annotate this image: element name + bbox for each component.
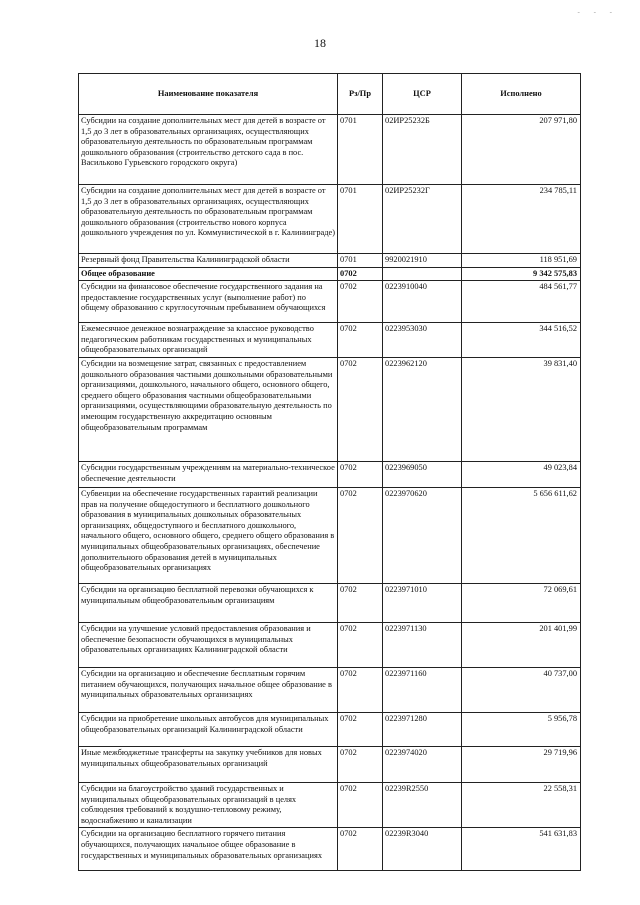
- row-value: 5 656 611,62: [462, 487, 581, 583]
- row-rzpr: 0702: [338, 828, 383, 871]
- row-csr: 02ИР25232Г: [383, 185, 462, 254]
- row-csr: 0223969050: [383, 461, 462, 487]
- row-value: 40 737,00: [462, 667, 581, 712]
- row-value: 118 951,69: [462, 254, 581, 268]
- row-csr: 0223910040: [383, 281, 462, 323]
- table-body: [79, 115, 581, 871]
- row-csr: 0223971010: [383, 583, 462, 622]
- row-name: Субсидии на организацию бесплатной перевозки обучающихся к муниципальным общеобразовательным организациям: [79, 583, 338, 622]
- row-csr: 02239R2550: [383, 782, 462, 827]
- row-name: Субсидии на создание дополнительных мест для детей в возрасте от 1,5 до 3 лет в образовательных организациях, осуществляющих образовательную деятельность по образовательным программам дошкольного образования (строительство детского сада в пос. Васильково Гурьевского городского округа): [79, 115, 338, 185]
- page-number: 18: [314, 36, 326, 50]
- row-value: 484 561,77: [462, 281, 581, 323]
- table-row: [79, 782, 581, 827]
- row-csr: 0223971130: [383, 622, 462, 667]
- row-rzpr: 0702: [338, 782, 383, 827]
- row-name: Иные межбюджетные трансферты на закупку учебников для новых муниципальных общеобразовательных организаций: [79, 746, 338, 782]
- row-value: 344 516,52: [462, 323, 581, 358]
- table-row: [79, 357, 581, 461]
- table-row: [79, 828, 581, 871]
- row-rzpr: 0702: [338, 667, 383, 712]
- row-name: Субсидии на финансовое обеспечение государственного задания на предоставление государственных услуг (выполнение работ) по общему образованию с круглосуточным пребыванием обучающихся: [79, 281, 338, 323]
- row-csr: 0223953030: [383, 323, 462, 358]
- row-csr: [383, 267, 462, 281]
- row-rzpr: 0702: [338, 323, 383, 358]
- table-row: [79, 487, 581, 583]
- table-row: [79, 712, 581, 746]
- row-rzpr: 0702: [338, 357, 383, 461]
- table-row: [79, 667, 581, 712]
- row-csr: 9920021910: [383, 254, 462, 268]
- table-row: [79, 185, 581, 254]
- table-row: [79, 746, 581, 782]
- row-csr: 02ИР25232Б: [383, 115, 462, 185]
- row-rzpr: 0702: [338, 281, 383, 323]
- row-csr: 0223971160: [383, 667, 462, 712]
- row-rzpr: 0702: [338, 622, 383, 667]
- table-row: [79, 583, 581, 622]
- budget-table: [78, 73, 581, 871]
- table-row: [79, 281, 581, 323]
- row-csr: 0223971280: [383, 712, 462, 746]
- row-csr: 0223962120: [383, 357, 462, 461]
- row-name: Субсидии на улучшение условий предоставления образования и обеспечение безопасности обучающихся в муниципальных образовательных организациях Калининградской области: [79, 622, 338, 667]
- header-csr: ЦСР: [383, 74, 462, 115]
- row-name: Субсидии на создание дополнительных мест для детей в возрасте от 1,5 до 3 лет в образовательных организациях, осуществляющих образовательную деятельность по образовательным программам дошкольного образования (строительство нового корпуса дошкольного учреждения по ул. Коммунистической в г. Калининграде): [79, 185, 338, 254]
- header-rzpr: Рз/Пр: [338, 74, 383, 115]
- row-name: Субсидии государственным учреждениям на материально-техническое обеспечение деятельности: [79, 461, 338, 487]
- row-csr: 0223970620: [383, 487, 462, 583]
- table-header-row: [79, 74, 581, 115]
- row-name: Ежемесячное денежное вознаграждение за классное руководство педагогическим работникам государственных и муниципальных общеобразовательных организаций: [79, 323, 338, 358]
- row-value: 234 785,11: [462, 185, 581, 254]
- row-name: Субсидии на приобретение школьных автобусов для муниципальных общеобразовательных организаций Калининградской области: [79, 712, 338, 746]
- row-csr: 02239R3040: [383, 828, 462, 871]
- row-value: 72 069,61: [462, 583, 581, 622]
- table-row: [79, 267, 581, 281]
- row-csr: 0223974020: [383, 746, 462, 782]
- header-value: Исполнено: [462, 74, 581, 115]
- row-rzpr: 0702: [338, 461, 383, 487]
- table-row: [79, 461, 581, 487]
- row-value: 39 831,40: [462, 357, 581, 461]
- table-row: [79, 622, 581, 667]
- row-value: 9 342 575,83: [462, 267, 581, 281]
- header-name: Наименование показателя: [79, 74, 338, 115]
- row-name: Резервный фонд Правительства Калининградской области: [79, 254, 338, 268]
- row-value: 22 558,31: [462, 782, 581, 827]
- row-rzpr: 0702: [338, 487, 383, 583]
- row-name: Субсидии на организацию и обеспечение бесплатным горячим питанием обучающихся, получающих начальное общее образование в муниципальных образовательных организациях: [79, 667, 338, 712]
- row-value: 5 956,78: [462, 712, 581, 746]
- row-value: 49 023,84: [462, 461, 581, 487]
- row-value: 29 719,96: [462, 746, 581, 782]
- row-rzpr: 0702: [338, 583, 383, 622]
- row-value: 207 971,80: [462, 115, 581, 185]
- corner-mark: - - -: [577, 8, 618, 16]
- row-name: Субвенции на обеспечение государственных гарантий реализации прав на получение общедоступного и бесплатного дошкольного образования в муниципальных дошкольных образовательных организациях, общедоступного и бесплатного дошкольного, начального общего, основного общего, среднего общего образования в муниципальных общеобразовательных организациях, обеспечение дополнительного образования детей в муниципальных общеобразовательных организациях: [79, 487, 338, 583]
- table-row: [79, 254, 581, 268]
- row-value: 201 401,99: [462, 622, 581, 667]
- table-row: [79, 115, 581, 185]
- row-rzpr: 0701: [338, 254, 383, 268]
- row-rzpr: 0701: [338, 185, 383, 254]
- row-rzpr: 0702: [338, 746, 383, 782]
- row-value: 541 631,83: [462, 828, 581, 871]
- row-name: Субсидии на возмещение затрат, связанных с предоставлением дошкольного образования частными дошкольными образовательными организациями, дошкольного, начального общего, основного общего, среднего общего образования частными общеобразовательными организациями, осуществляющими образовательную деятельность по имеющим государственную аккредитацию основным общеобразовательным программам: [79, 357, 338, 461]
- row-name: Субсидии на организацию бесплатного горячего питания обучающихся, получающих начальное общее образование в государственных и муниципальных образовательных организациях: [79, 828, 338, 871]
- row-rzpr: 0701: [338, 115, 383, 185]
- row-name: Общее образование: [79, 267, 338, 281]
- table-row: [79, 323, 581, 358]
- row-name: Субсидии на благоустройство зданий государственных и муниципальных общеобразовательных организаций в целях соблюдения требований к воздушно-тепловому режиму, водоснабжению и канализации: [79, 782, 338, 827]
- row-rzpr: 0702: [338, 267, 383, 281]
- row-rzpr: 0702: [338, 712, 383, 746]
